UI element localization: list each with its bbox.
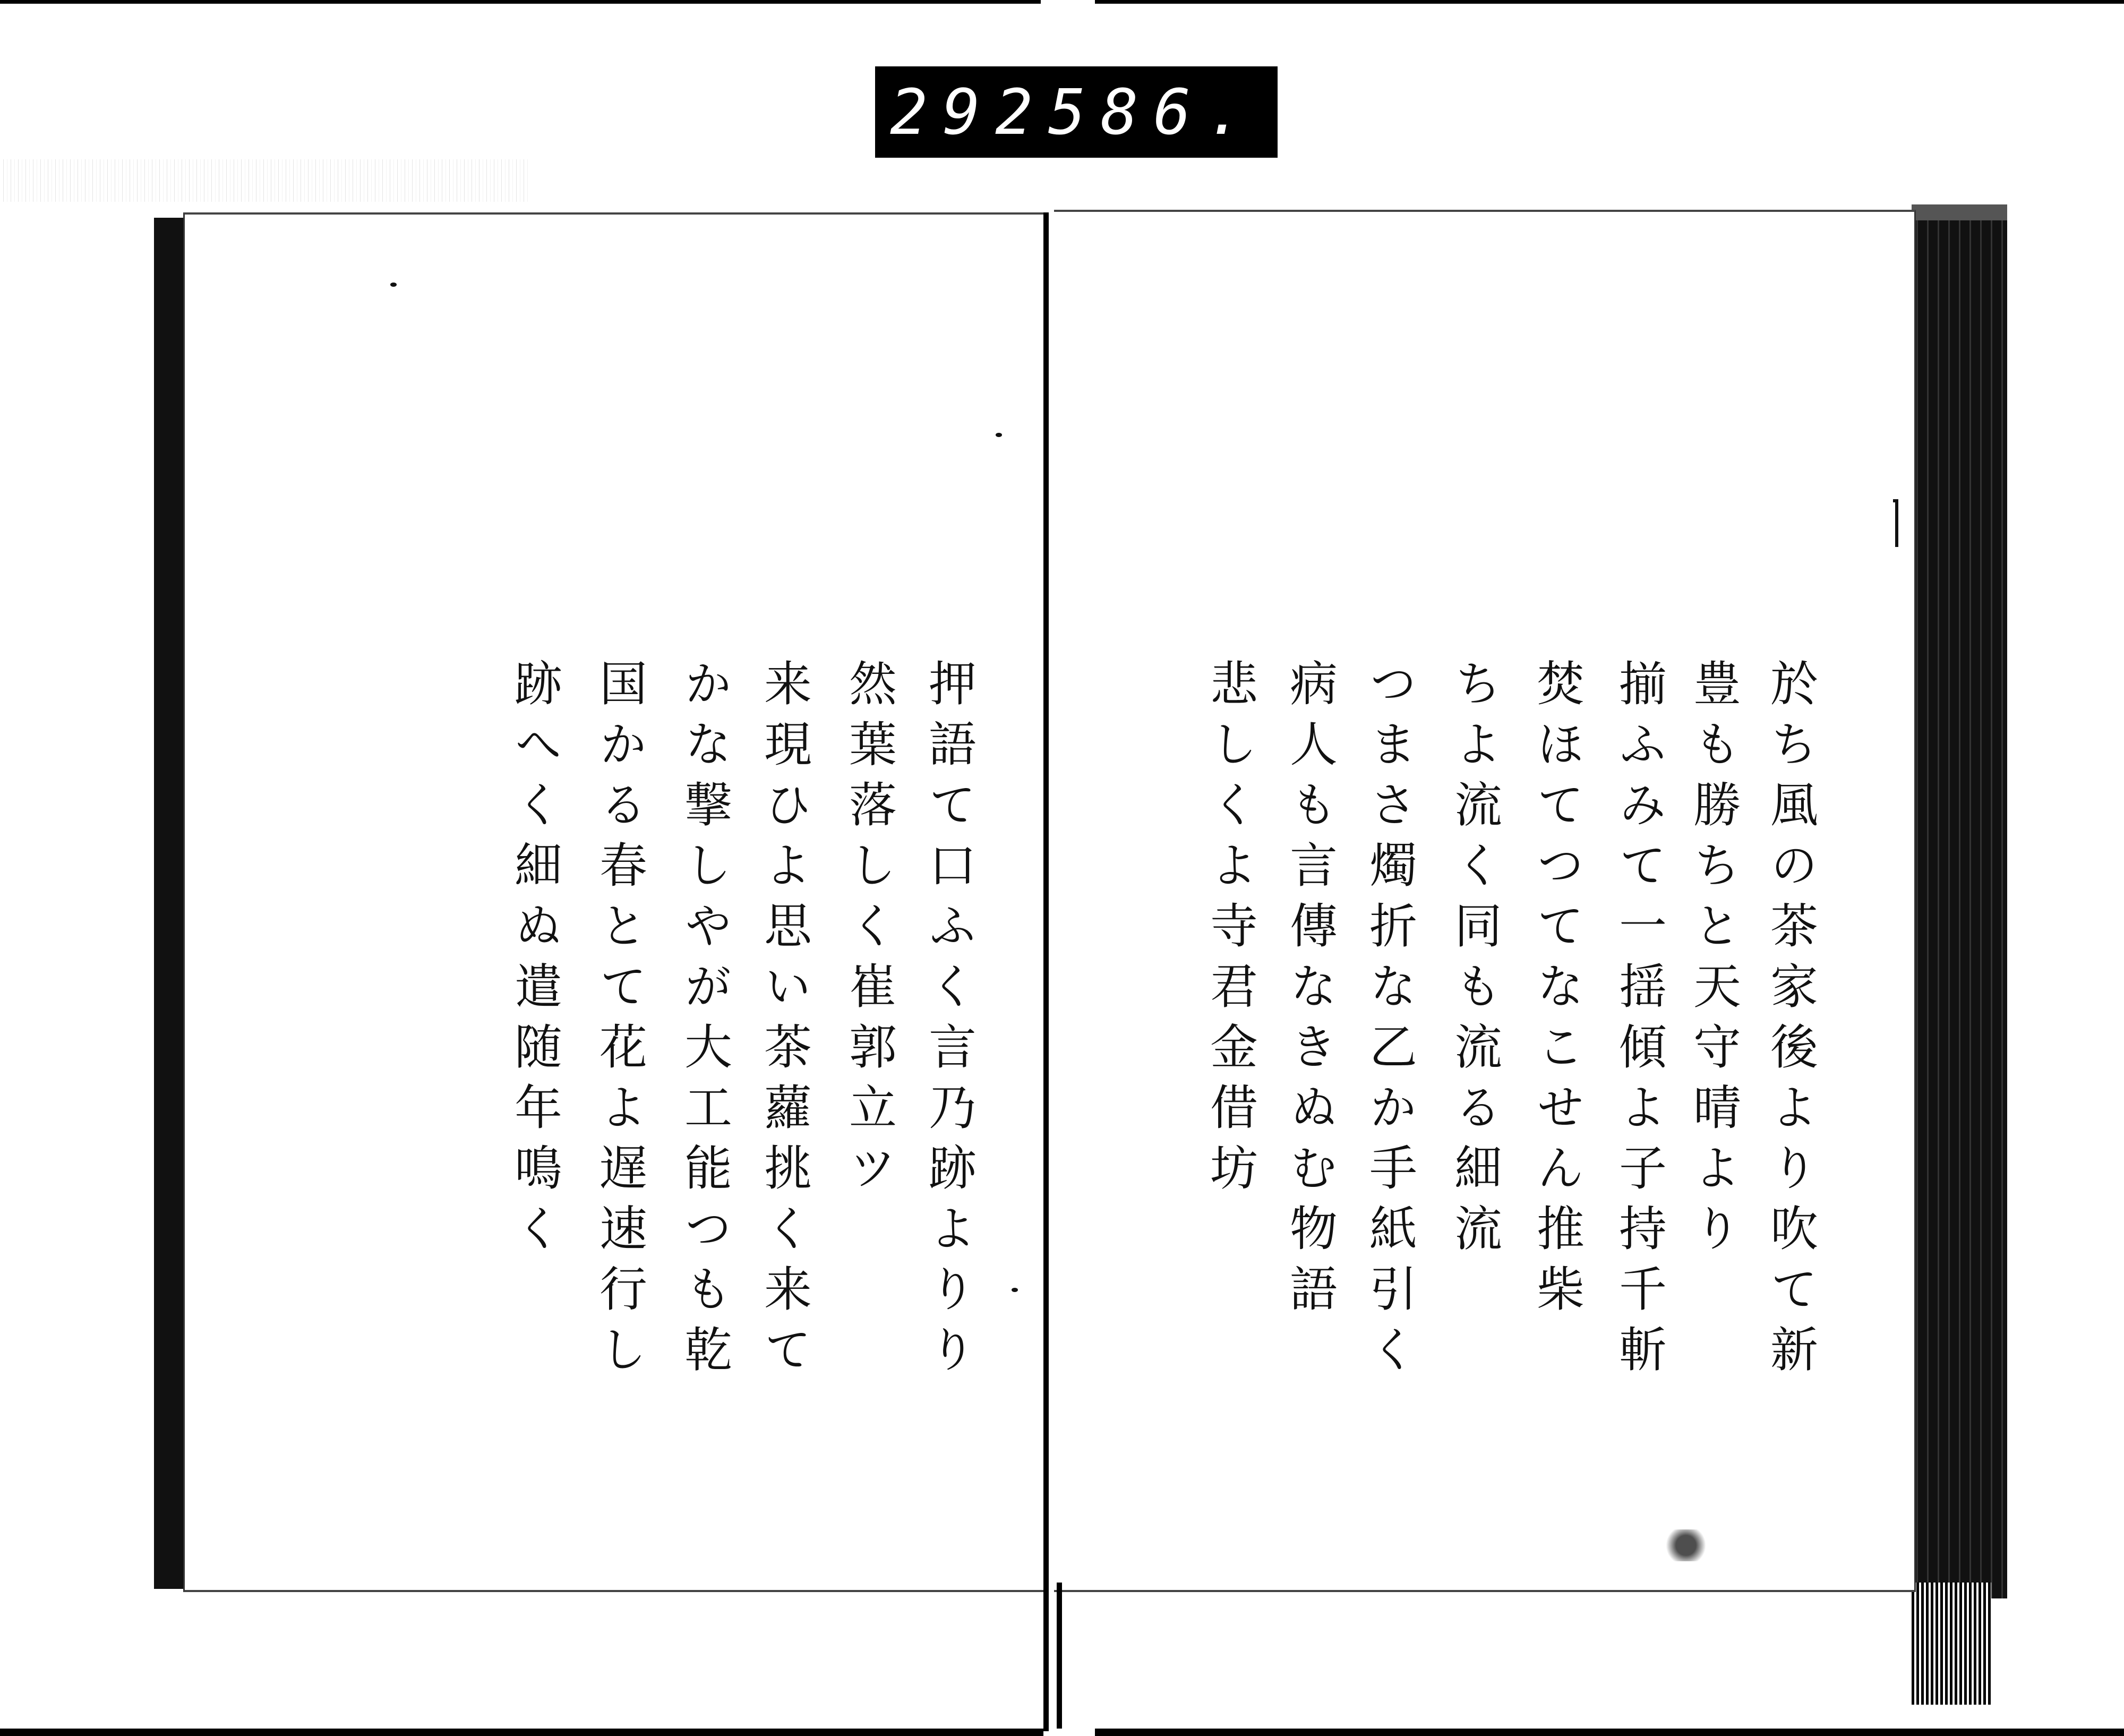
left-page-column-1: 押語て口ふく言乃跡よりり [920,659,976,1385]
left-page-column-5: 国かる春とて花よ遅速行し [591,659,647,1385]
right-page-column-5: ちよ流く同も流る細流 [1446,659,1502,1264]
ink-speck [390,283,397,287]
top-border-left [0,0,1041,4]
right-page-column-4: 焚ほてつてなこせん推柴 [1528,659,1584,1324]
ink-stain [1657,1529,1715,1561]
right-page-column-8: 悲しくよ寺君金借坊 [1202,659,1257,1203]
left-page-column-3: 来現ひよ思い茶蘿挑く来て [756,659,811,1385]
right-page-stack-top [1912,204,2007,220]
ink-speck [996,433,1002,437]
right-page-column-6: つまさ燭折な乙か手紙引く [1361,659,1417,1385]
right-page-stack-tail [1912,1583,1991,1705]
left-page-column-6: 跡へく細ぬ遣随年鳴く [506,659,562,1264]
scan-noise-band [0,159,531,202]
microfilm-frame-label [875,66,1278,158]
frame-number-left: 292 [890,75,1048,149]
right-page-column-2: 豊も勝ちと天守晴より [1685,659,1741,1264]
ink-speck [1012,1288,1018,1292]
bottom-border-right [1095,1729,2124,1736]
frame-number-right: 586. [1048,75,1258,149]
margin-bracket-mark [1893,499,1898,547]
book-gutter [1043,212,1049,1731]
left-page-column-2: 然葉落しく崔郭立ツ [841,659,896,1203]
book-gutter-lower [1057,1583,1062,1729]
bottom-border-left [0,1729,1043,1736]
right-page-column-7: 病人も言傳なきぬむ物語 [1281,659,1337,1324]
top-border-right [1095,0,2124,4]
right-page-column-1: 於ち風の茶家後より吹て新 [1762,659,1818,1385]
right-page-column-3: 揃ふみて一揺傾よ子持千斬 [1611,659,1666,1385]
left-page-column-4: かな撃しやが大工能つも乾 [676,659,732,1385]
right-page-stack [1912,207,2007,1598]
